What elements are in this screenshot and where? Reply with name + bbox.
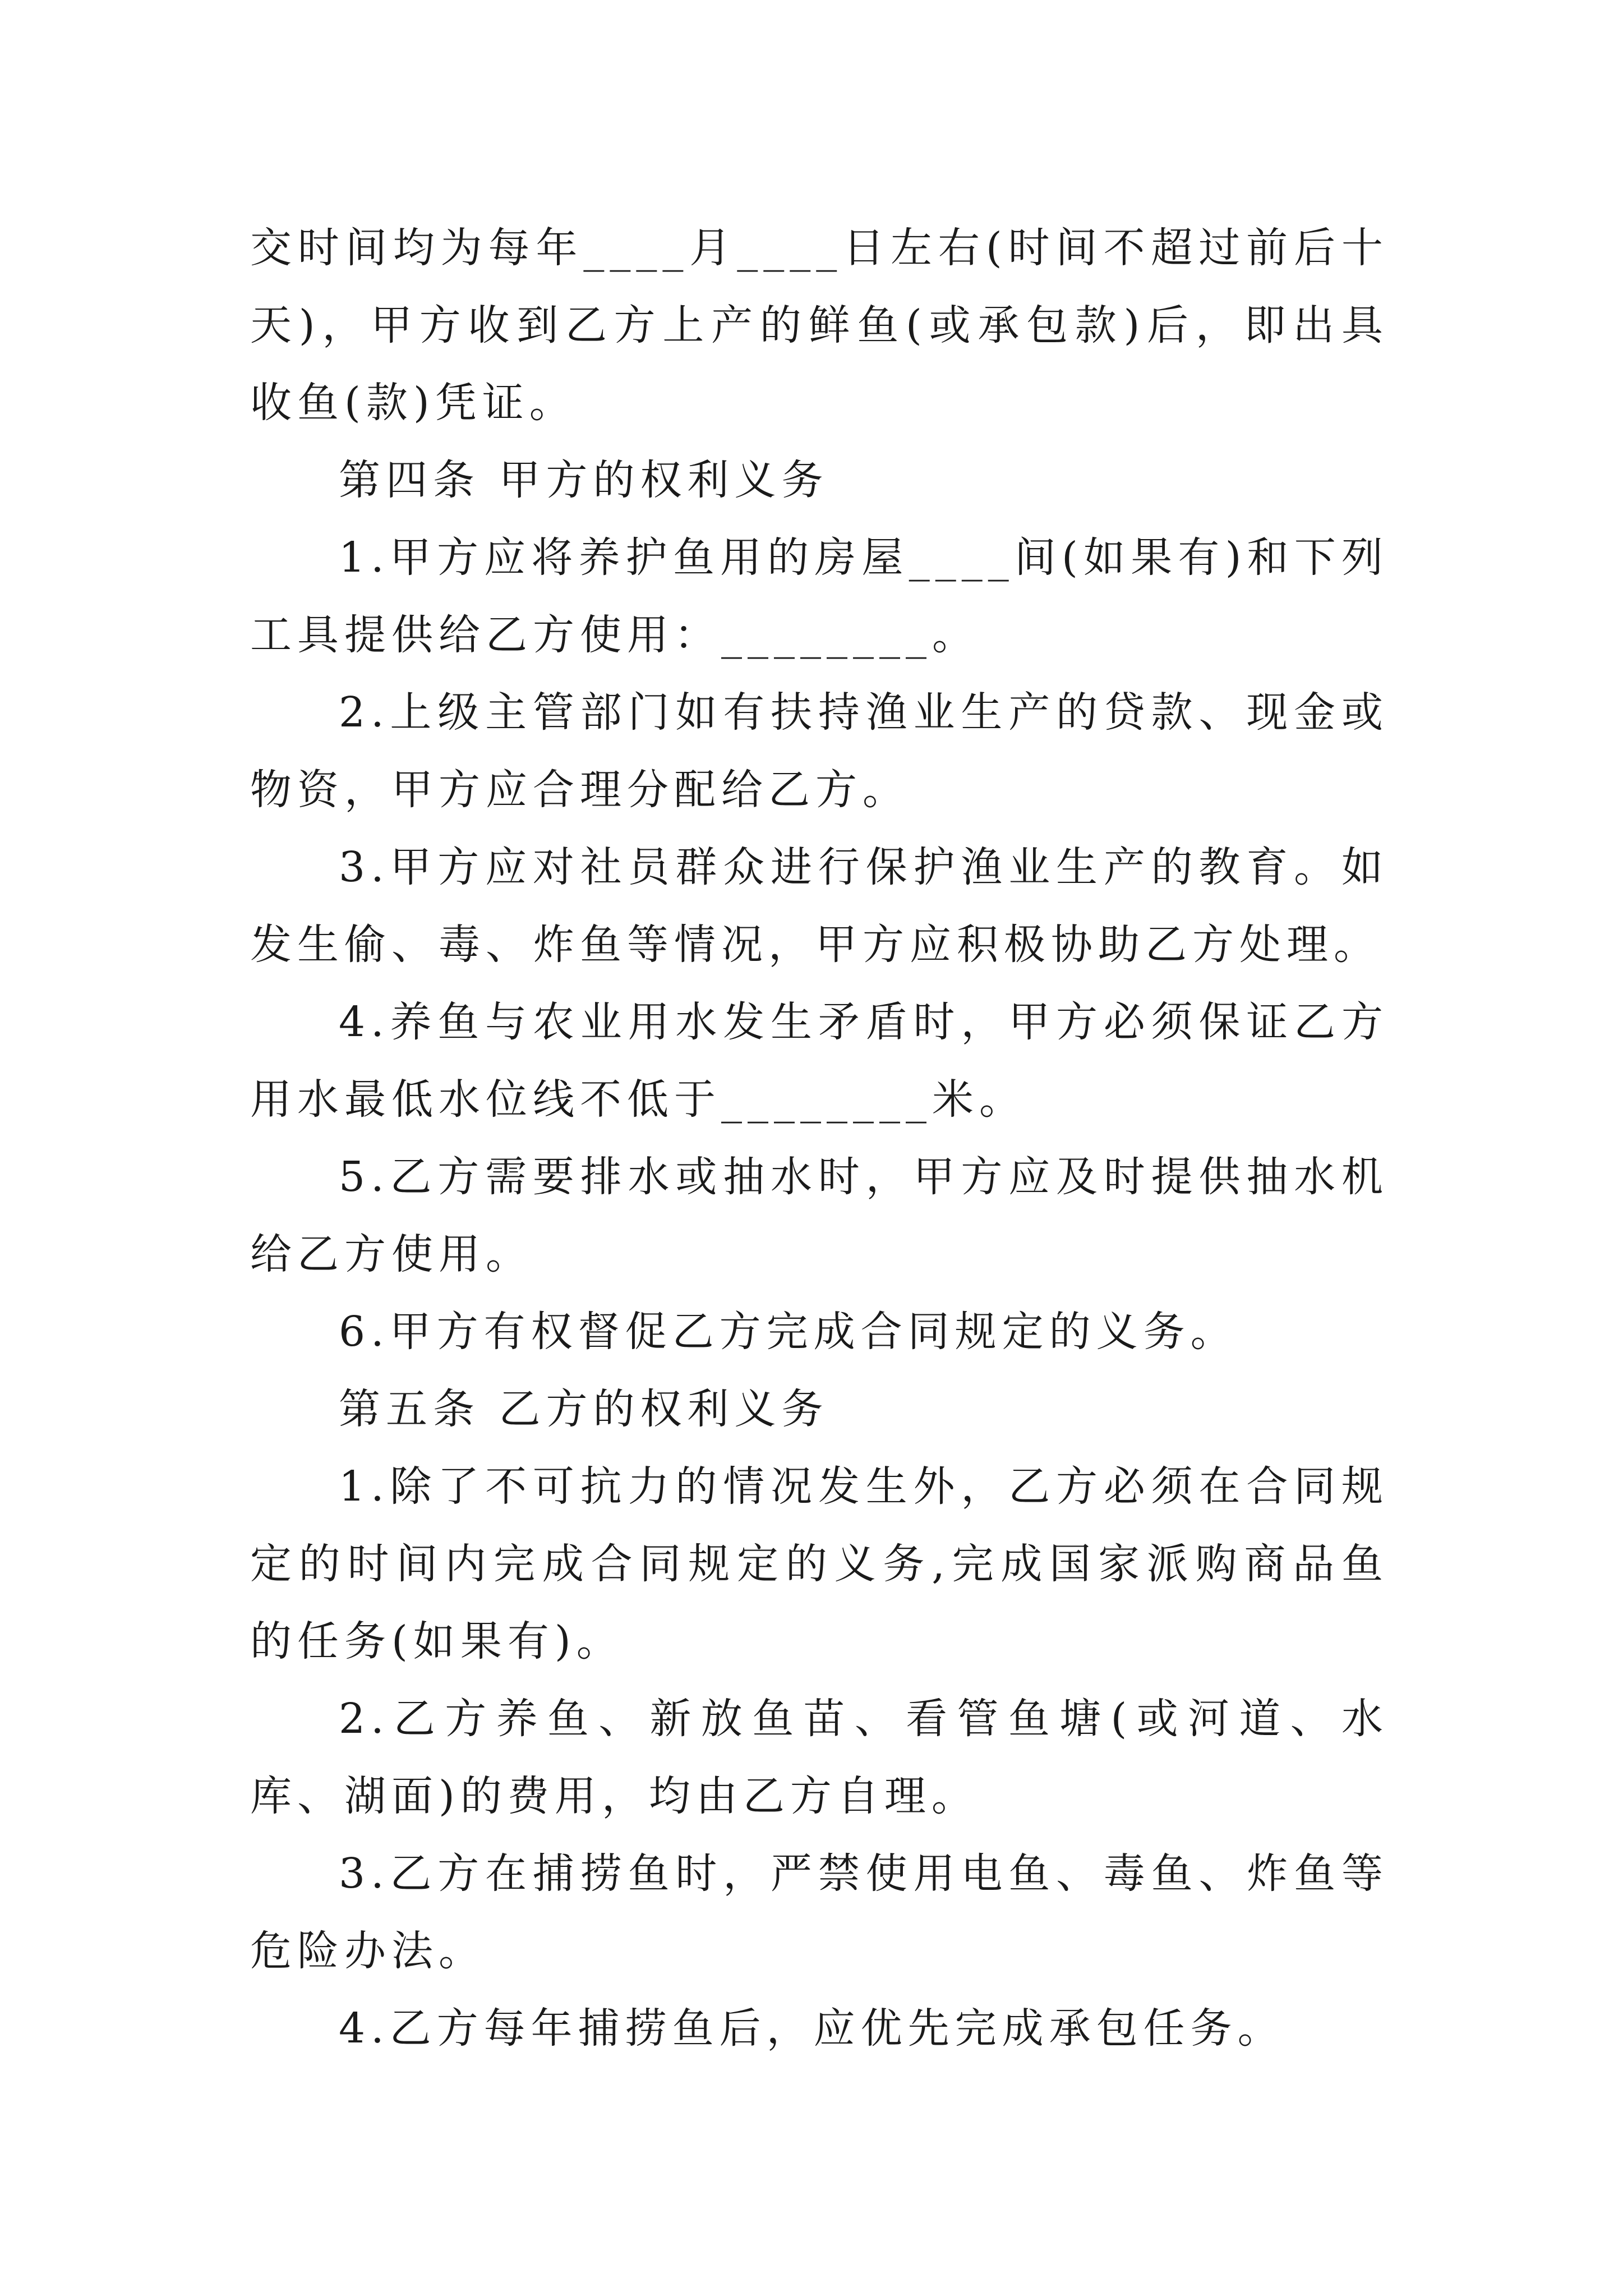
paragraph-a4-item-4: 4.养鱼与农业用水发生矛盾时，甲方必须保证乙方用水最低水位线不低于________米。: [250, 998, 1389, 1124]
heading-article-5: 第五条 乙方的权利义务: [339, 1385, 829, 1433]
paragraph-a4-item-2: 2.上级主管部门如有扶持渔业生产的贷款、现金或物资，甲方应合理分配给乙方。: [250, 688, 1389, 814]
paragraph-a5-item-4: 4.乙方每年捕捞鱼后，应优先完成承包任务。: [339, 2004, 1285, 2053]
heading-article-4: 第四条 甲方的权利义务: [339, 456, 829, 504]
paragraph-a4-item-3: 3.甲方应对社员群众进行保护渔业生产的教育。如发生偷、毒、炸鱼等情况，甲方应积极协助乙方处理。: [250, 843, 1389, 969]
paragraph-a5-item-2: 2.乙方养鱼、新放鱼苗、看管鱼塘(或河道、水库、湖面)的费用，均由乙方自理。: [250, 1695, 1389, 1820]
paragraph-a5-item-1: 1.除了不可抗力的情况发生外，乙方必须在合同规定的时间内完成合同规定的义务,完成国家派购商品鱼的任务(如果有)。: [250, 1462, 1389, 1665]
paragraph-delivery-time: 交时间均为每年____月____日左右(时间不超过前后十天)，甲方收到乙方上产的鲜鱼(或承包款)后，即出具收鱼(款)凭证。: [250, 224, 1389, 427]
paragraph-a4-item-1: 1.甲方应将养护鱼用的房屋____间(如果有)和下列工具提供给乙方使用：________。: [250, 533, 1389, 659]
paragraph-a5-item-3: 3.乙方在捕捞鱼时，严禁使用电鱼、毒鱼、炸鱼等危险办法。: [250, 1849, 1389, 1975]
paragraph-a4-item-6: 6.甲方有权督促乙方完成合同规定的义务。: [339, 1308, 1238, 1356]
paragraph-a4-item-5: 5.乙方需要排水或抽水时，甲方应及时提供抽水机给乙方使用。: [250, 1153, 1389, 1278]
document-body: [250, 209, 1389, 2067]
